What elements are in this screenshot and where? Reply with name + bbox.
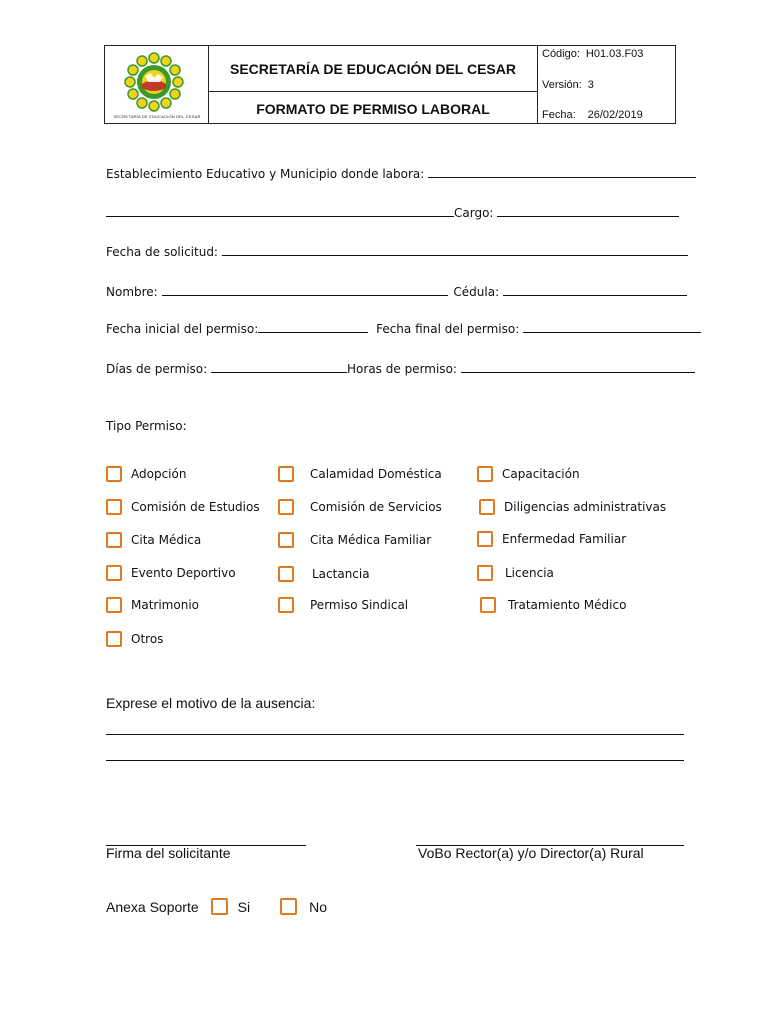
motivo-line-1[interactable] [106, 734, 684, 735]
anexa-soporte-label: Anexa Soporte [106, 898, 199, 915]
dias-field[interactable] [211, 361, 347, 373]
page-title: SECRETARÍA DE EDUCACIÓN DEL CESAR [209, 46, 537, 92]
nombre-label: Nombre: [106, 285, 158, 299]
checkbox-evento-deportivo[interactable]: Evento Deportivo [106, 565, 236, 581]
checkbox-icon[interactable] [479, 499, 495, 515]
checkbox-comision-servicios[interactable]: Comisión de Servicios [278, 499, 442, 515]
logo-caption: SECRETARÍA DE EDUCACIÓN DEL CESAR [113, 114, 201, 119]
checkbox-diligencias-administrativas[interactable]: Diligencias administrativas [479, 499, 666, 515]
dias-label: Días de permiso: [106, 362, 208, 376]
checkbox-icon[interactable] [278, 466, 294, 482]
checkbox-no-icon[interactable] [280, 898, 297, 915]
horas-label: Horas de permiso: [347, 362, 457, 376]
meta-cell [538, 46, 675, 123]
header-table [104, 45, 676, 124]
checkbox-icon[interactable] [278, 566, 294, 582]
motivo-label: Exprese el motivo de la ausencia: [106, 695, 316, 711]
checkbox-icon[interactable] [278, 532, 294, 548]
si-label: Si [237, 898, 251, 915]
motivo-line-2[interactable] [106, 760, 684, 761]
form-subtitle: FORMATO DE PERMISO LABORAL [256, 100, 490, 117]
version-row: Versión: 3 [542, 79, 594, 91]
checkbox-tratamiento-medico[interactable]: Tratamiento Médico [480, 597, 626, 613]
cargo-label: Cargo: [454, 206, 494, 220]
checkbox-icon[interactable] [477, 466, 493, 482]
checkbox-otros[interactable]: Otros [106, 631, 163, 647]
checkbox-permiso-sindical[interactable]: Permiso Sindical [278, 597, 408, 613]
fecha-inicial-field[interactable] [258, 321, 368, 333]
vobo-label: VoBo Rector(a) y/o Director(a) Rural [418, 845, 644, 861]
anexa-soporte-row [106, 898, 327, 915]
checkbox-icon[interactable] [106, 597, 122, 613]
checkbox-icon[interactable] [278, 499, 294, 515]
nombre-field[interactable] [162, 284, 448, 296]
horas-field[interactable] [461, 361, 695, 373]
fecha-solicitud-label: Fecha de solicitud: [106, 245, 218, 259]
establecimiento-row [106, 166, 696, 181]
checkbox-comision-estudios[interactable]: Comisión de Estudios [106, 499, 260, 515]
establecimiento-field[interactable] [428, 166, 696, 178]
checkbox-licencia[interactable]: Licencia [477, 565, 554, 581]
firma-solicitante-label: Firma del solicitante [106, 845, 231, 861]
fecha-row: Fecha: 26/02/2019 [542, 109, 643, 121]
cedula-label: Cédula: [453, 285, 500, 299]
checkbox-icon[interactable] [106, 565, 122, 581]
cesar-logo-icon [107, 47, 207, 123]
checkbox-si-icon[interactable] [211, 898, 228, 915]
checkbox-cita-medica-familiar[interactable]: Cita Médica Familiar [278, 532, 431, 548]
title-cell [209, 46, 538, 123]
establecimiento-field-continued[interactable] [106, 205, 454, 217]
checkbox-lactancia[interactable]: Lactancia [278, 566, 370, 582]
fecha-solicitud-row [106, 244, 688, 259]
checkbox-matrimonio[interactable]: Matrimonio [106, 597, 199, 613]
checkbox-icon[interactable] [106, 466, 122, 482]
checkbox-icon[interactable] [278, 597, 294, 613]
checkbox-cita-medica[interactable]: Cita Médica [106, 532, 201, 548]
establecimiento-label: Establecimiento Educativo y Municipio donde labora: [106, 167, 425, 181]
checkbox-adopcion[interactable]: Adopción [106, 466, 186, 482]
codigo-row: Código: H01.03.F03 [542, 48, 644, 60]
fecha-solicitud-field[interactable] [222, 244, 688, 256]
logo-cell [105, 46, 209, 123]
dias-horas-row [106, 361, 695, 376]
checkbox-capacitacion[interactable]: Capacitación [477, 466, 580, 482]
cedula-field[interactable] [503, 284, 687, 296]
tipo-permiso-label: Tipo Permiso: [106, 419, 187, 433]
no-label: No [309, 898, 327, 915]
checkbox-icon[interactable] [106, 499, 122, 515]
fecha-inicial-label: Fecha inicial del permiso: [106, 322, 259, 336]
checkbox-icon[interactable] [477, 565, 493, 581]
fecha-final-label: Fecha final del permiso: [376, 322, 520, 336]
checkbox-icon[interactable] [106, 532, 122, 548]
checkbox-icon[interactable] [477, 531, 493, 547]
checkbox-enfermedad-familiar[interactable]: Enfermedad Familiar [477, 531, 626, 547]
fechas-permiso-row [106, 321, 701, 336]
cargo-row [106, 205, 679, 220]
checkbox-calamidad-domestica[interactable]: Calamidad Doméstica [278, 466, 442, 482]
checkbox-icon[interactable] [480, 597, 496, 613]
nombre-row [106, 284, 687, 299]
fecha-final-field[interactable] [523, 321, 701, 333]
cargo-field[interactable] [497, 205, 679, 217]
checkbox-icon[interactable] [106, 631, 122, 647]
